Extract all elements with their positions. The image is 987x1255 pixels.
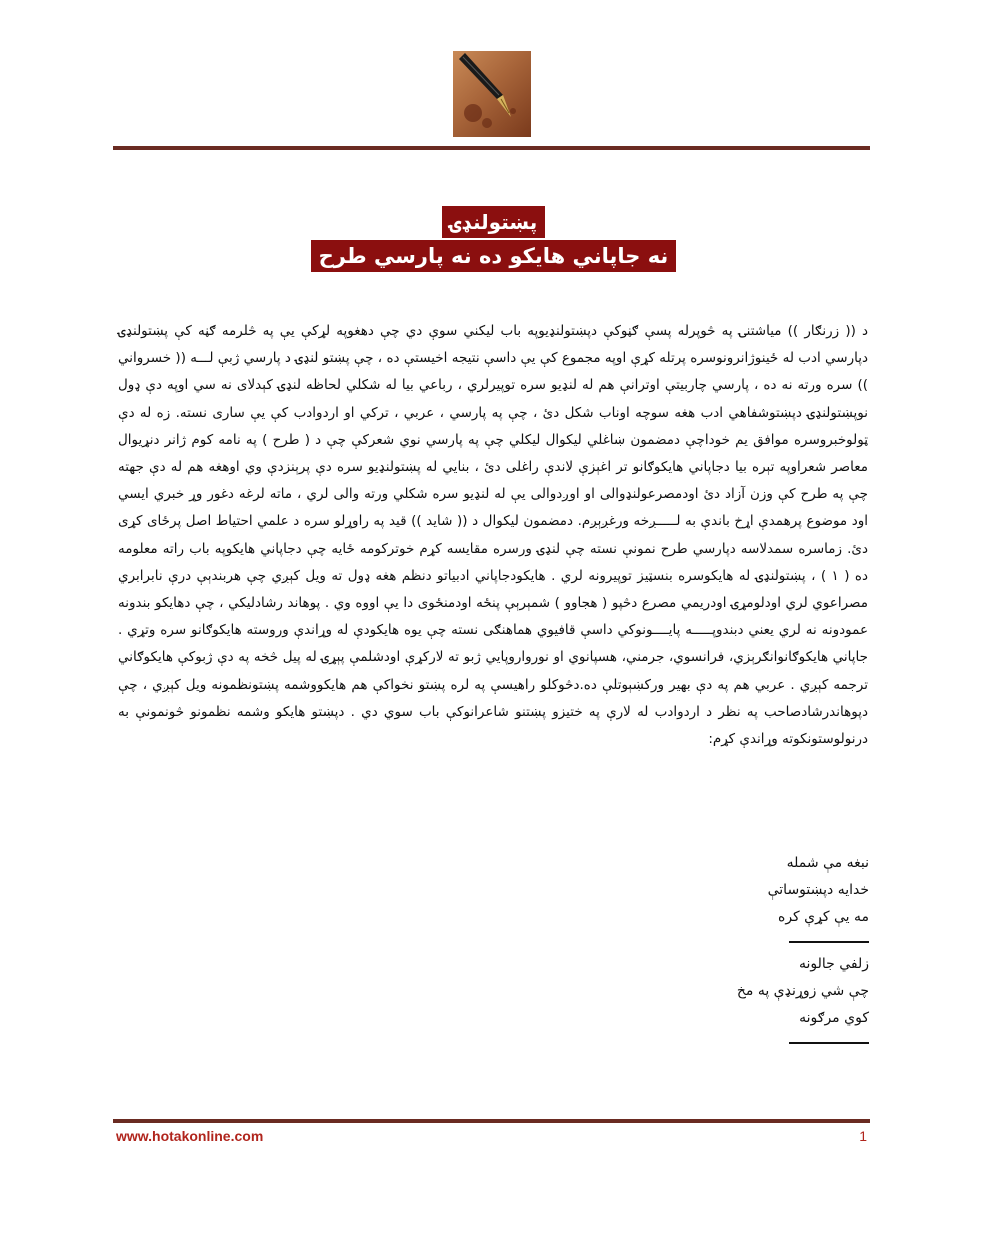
poem-line: مه يې کړې کره [778, 909, 869, 925]
title-line-2: نه جاپاني هايكو ده نه پارسي طرح [311, 240, 677, 272]
poem-line: نبغه مې شمله [786, 855, 869, 871]
fountain-pen-icon [453, 51, 531, 137]
poems [737, 850, 869, 1052]
poem-separator [789, 1042, 869, 1044]
poem-1 [737, 850, 869, 931]
page-number: 1 [859, 1128, 867, 1144]
poem-separator [789, 941, 869, 943]
poem-2 [737, 951, 869, 1032]
footer-url-link[interactable]: www.hotakonline.com [116, 1128, 264, 1144]
poem-line: کوي مرګونه [799, 1010, 869, 1026]
footer-rule [113, 1119, 870, 1123]
body-paragraph: د (( زرنګار )) مياشتنۍ په څوپرله پسې ګڼوکې دپښتولنډيوپه باب ليکني سوې دي چې دهغوپه لړکې يې په څلرمه ګڼه کې پښتولنډۍ دپارسي ادب له ځينوژانرونوسره پرتله کړې اوپه مجموع کې يې داسې نتيجه اخيستې ده ، چې پښتو لنډۍ د پارسي ژبې لـــه (( خسرواني )) سره ورته نه ده ، پارسي چاربيتې اوترانې هم له لنډيو سره توپيرلري ، رباعي بيا له شکلي لحاظه لنډۍ کېدلای نه سي اوپه دې ډول نوپښتولنډۍ دپښتوشفاهي ادب هغه سوچه اوناب شکل دئ ، چې په پارسي ، عربي ، ترکي او اردوادب کې يې ساری نسته. زه له دې ټولوخبروسره موافق يم خوداچې دمضمون ښاغلي ليکوال ليکلي چې په پارسي نوي شعرکې چې د ( طرح ) په نامه کوم ژانر دنړيوال معاصر شعراوپه تېره بيا دجاپاني هايکوګانو تر اغېزې لاندې راغلی دئ ، بنايي له پښتولنډيو سره دې پرېنزدې وي اوهغه هم له دې جهته چې په طرح کې وزن آزاد دئ اودمصرعولنډوالی او اوږدوالی يې له لنډيو سره شکلي ورته والی لري ، ماته لرغه دغور وړ خبري ايسي اود موضوع پرهمدې اړخ باندې به لـــــږخه ورغږېږم. دمضمون ليکوال د (( شايد )) قيد په راوړلو سره د علمي احتياط اصل پرځای کړی دئ. زماسره سمدلاسه دپارسي طرح نمونې نسته چې لنډۍ ورسره مقايسه کړم خوترکومه ځايه چې دجاپاني هايکوپه باب راته معلومه ده ( ۱ ) ، پښتولنډۍ له هايکوسره بنسټيز توپيرونه لري . هايکودجاپاني ادبياتو دنظم هغه ډول ته ويل کېږي چې هربندېې درې نابرابري مصراعوي لري اودلومړۍ اودريمي مصرع دڅپو ( هجاوو ) شمېرېې پنځه اودمنځوی دا يې اووه وي . پوهاند رشادليکي ، چې دهايکو بندونه عمودونه نه لري يعني دبندوپـــــه پايــــونوکي داسې قافيوي هماهنګی نسته چې يوه هايکودې له وړاندې وروسته هايکوګانو سره وتړي . جاپاني هايکوګانوانګرېزي، فرانسوي، جرمني، هسپانوي او نورواروپايي ژبو ته لارکړې اودشلمې پېړۍ له پيل څخه په دې ژبوکې هايکوګاني ترجمه کېږي . عربي هم په دې بهير ورکښېوتلې ده.دڅوکلو راهيسې په لره پښتو نخواکې هم هايکووشمه پښتونظمونه ويل کېږي ، چې دپوهاندرشادصاحب په نظر د اردوادب له لارې په ختيزو پښتنو شاعرانوکې باب سوي دي . دپښتو هايکو وشمه نظمونو څونمونې به درنولوستونکوته وړاندې کړم: [118, 323, 869, 748]
poem-line: چې شي زوړنډې په مخ [736, 983, 869, 999]
title-block [0, 206, 987, 272]
header-rule [113, 146, 870, 150]
poem-line: زلفي جالونه [798, 956, 869, 972]
poem-line: خدايه دپښتوساتې [767, 882, 869, 898]
title-line-1: پښتولنډۍ [442, 206, 546, 238]
